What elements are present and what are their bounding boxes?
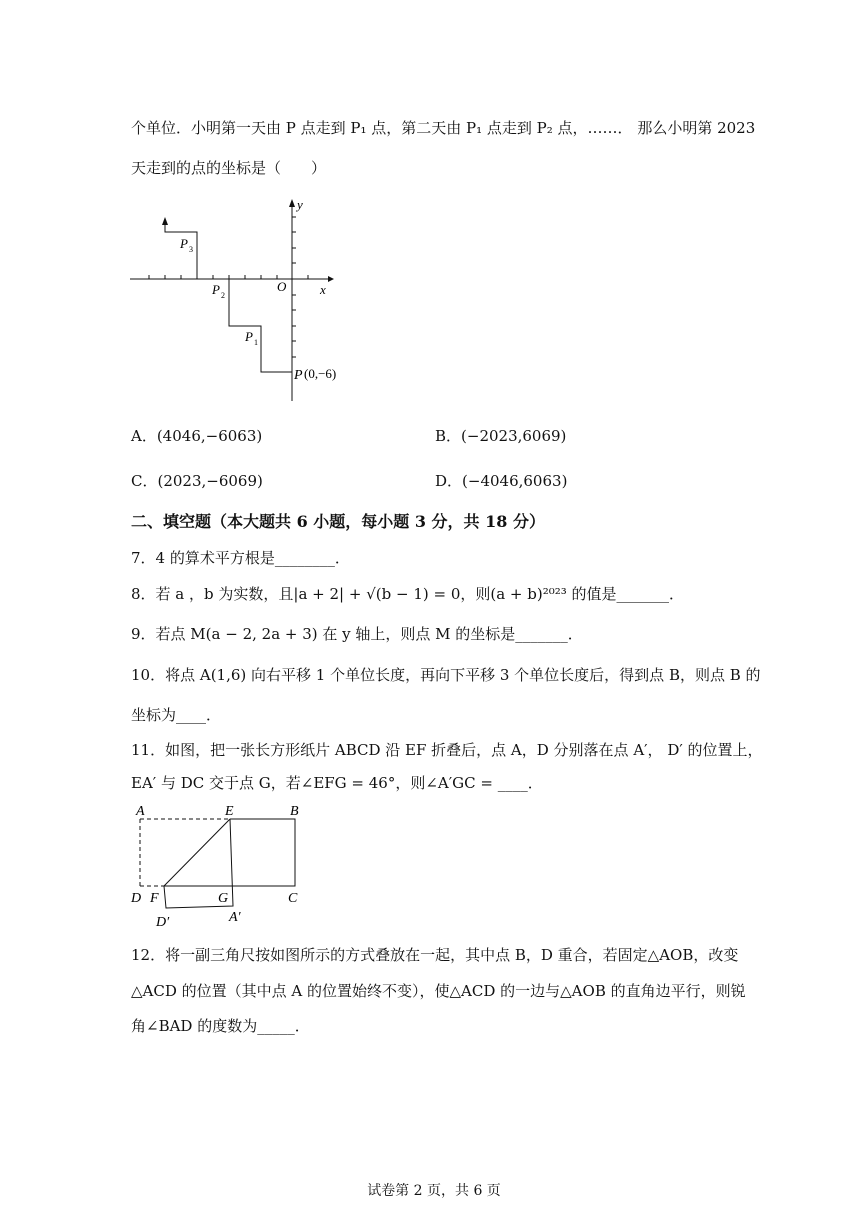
- label-d-prime: D′: [156, 915, 170, 930]
- p3-label: P: [180, 236, 188, 251]
- p-label: P: [294, 368, 303, 383]
- question-11-line2: EA′ 与 DC 交于点 G，若∠EFG = 46°，则∠A′GC = ____．: [131, 774, 543, 792]
- origin-label: O: [277, 279, 287, 294]
- choice-c[interactable]: C．(2023,−6069): [131, 472, 263, 490]
- question-8: 8．若 a ，b 为实数，且|a + 2| + √(b − 1) = 0，则(a + b)²⁰²³ 的值是_______．: [131, 585, 685, 603]
- label-f: F: [150, 891, 159, 906]
- question-9: 9．若点 M(a − 2, 2a + 3) 在 y 轴上，则点 M 的坐标是_______．: [131, 625, 583, 643]
- y-axis-label: y: [297, 197, 303, 212]
- label-e: E: [225, 804, 234, 819]
- p2-subscript: 2: [221, 291, 225, 300]
- label-b: B: [290, 804, 299, 819]
- section-heading: 二、填空题（本大题共 6 小题，每小题 3 分，共 18 分）: [131, 512, 545, 531]
- question-12-line1: 12．将一副三角尺按如图所示的方式叠放在一起，其中点 B，D 重合，若固定△AOB，改变: [131, 946, 739, 964]
- choice-d[interactable]: D．(−4046,6063): [435, 472, 568, 490]
- x-axis-label: x: [320, 282, 326, 297]
- choice-a[interactable]: A．(4046,−6063): [131, 427, 263, 445]
- p1-subscript: 1: [254, 338, 258, 347]
- p-coordinate: (0,−6): [304, 366, 337, 381]
- p1-label: P: [245, 329, 253, 344]
- question-12-line2: △ACD 的位置（其中点 A 的位置始终不变），使△ACD 的一边与△AOB 的直角边平行，则锐: [131, 982, 746, 1000]
- q6-coordinate-figure: [125, 193, 365, 408]
- q11-fold-figure: [128, 800, 318, 930]
- question-10-line2: 坐标为____．: [131, 706, 222, 724]
- question-11-line1: 11．如图，把一张长方形纸片 ABCD 沿 EF 折叠后，点 A，D 分别落在点 A′， D′ 的位置上，: [131, 741, 763, 759]
- p2-label: P: [212, 282, 220, 297]
- q6-line2: 天走到的点的坐标是（ ）: [131, 159, 327, 177]
- label-a: A: [136, 804, 145, 819]
- question-12-line3: 角∠BAD 的度数为_____．: [131, 1017, 310, 1035]
- label-d: D: [131, 891, 142, 906]
- p3-subscript: 3: [189, 245, 193, 254]
- question-7: 7．4 的算术平方根是________．: [131, 549, 350, 567]
- label-a-prime: A′: [229, 910, 241, 925]
- question-10-line1: 10．将点 A(1,6) 向右平移 1 个单位长度，再向下平移 3 个单位长度后，得到点 B，则点 B 的: [131, 666, 761, 684]
- q6-line1: 个单位．小明第一天由 P 点走到 P₁ 点，第二天由 P₁ 点走到 P₂ 点，……． 那么小明第 2023: [131, 119, 756, 137]
- page-footer: 试卷第 2 页，共 6 页: [367, 1183, 501, 1199]
- choice-b[interactable]: B．(−2023,6069): [435, 427, 567, 445]
- label-g: G: [218, 891, 229, 906]
- label-c: C: [288, 891, 298, 906]
